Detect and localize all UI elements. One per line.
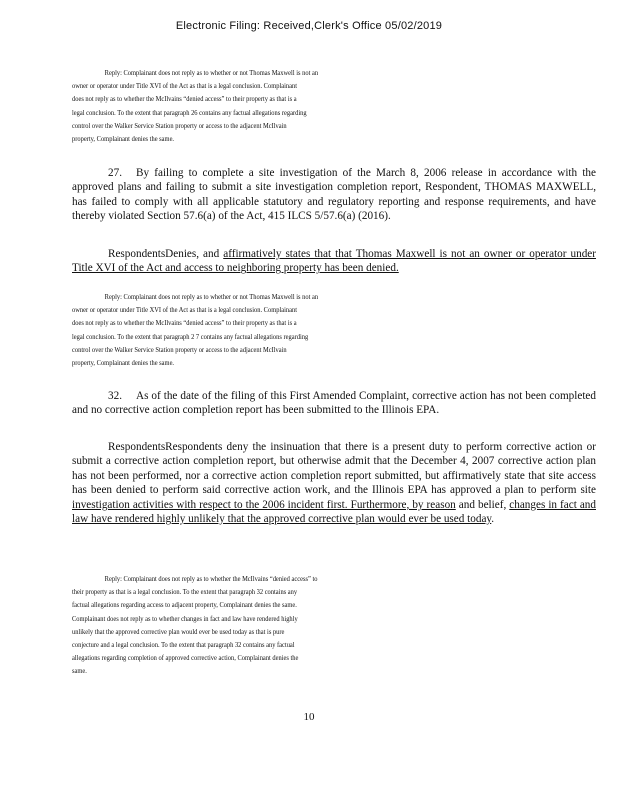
- paragraph-27: [72, 166, 596, 224]
- reply-line: Complainant does not reply as to whether changes in fact and law have rendered highly: [72, 613, 298, 623]
- reply-line: same.: [72, 666, 87, 676]
- response-lead: RespondentsRespondents deny the insinuation that there is a present duty to perform corrective action or submit a corrective action completion report, but otherwise admit that the December 4, 2007 corrective action plan has not been performed, nor a corrective action completion report submitted, but affirmatively state that site access has been denied to perform said corrective action work, and the Illinois EPA has approved a plan to perform site: [72, 441, 596, 497]
- paragraph-text: By failing to complete a site investigation of the March 8, 2006 release in accordance with the approved plans and failing to submit a site investigation completion report, Respondent, THOMAS MAXWELL, has failed to comply with all applicable statutory and regulatory reporting and response requirements, and have thereby violated Section 57.6(a) of the Act, 415 ILCS 5/57.6(a) (2016).: [72, 167, 596, 223]
- reply-block-32: [72, 572, 476, 678]
- reply-line: Reply: Complainant does not reply as to whether or not Thomas Maxwell is not an: [104, 292, 319, 301]
- page-number: 10: [303, 711, 315, 723]
- reply-line: legal conclusion. To the extent that paragraph 26 contains any factual allegations regarding: [72, 107, 307, 117]
- paragraph-text: As of the date of the filing of this First Amended Complaint, corrective action has not been completed and no corrective action completion report has been submitted to the Illinois EPA.: [72, 390, 596, 417]
- response-27: [72, 247, 596, 276]
- reply-line: property, Complainant denies the same.: [72, 358, 175, 368]
- paragraph-number: 27.: [108, 167, 122, 179]
- reply-line: does not reply as to whether the McIlvains “denied access” to their property as that is a: [72, 94, 297, 104]
- reply-line: legal conclusion. To the extent that paragraph 2 7 contains any factual allegations regarding: [72, 331, 309, 341]
- response-32: [72, 440, 596, 526]
- reply-line: their property as that is a legal conclusion. To the extent that paragraph 32 contains any: [72, 587, 298, 597]
- reply-line: Reply: Complainant does not reply as to whether or not Thomas Maxwell is not an: [104, 68, 319, 77]
- reply-line: owner or operator under Title XVI of the Act as that is a legal conclusion. Complainant: [72, 81, 297, 91]
- reply-line: control over the Walker Service Station property or access to the adjacent McIlvain: [72, 120, 287, 130]
- reply-line: does not reply as to whether the McIlvains “denied access” to their property as that is a: [72, 318, 297, 328]
- reply-line: owner or operator under Title XVI of the Act as that is a legal conclusion. Complainant: [72, 305, 297, 315]
- reply-line: unlikely that the approved corrective plan would ever be used today as that is pure: [72, 626, 285, 636]
- response-lead: RespondentsDenies, and: [108, 248, 224, 260]
- response-underlined: affirmatively states that that Thomas Maxwell is not an owner or operator under Title XVI of the Act and access to neighboring property has been denied.: [72, 248, 596, 275]
- reply-block-26: [72, 66, 476, 145]
- response-tail: .: [491, 513, 495, 526]
- response-mid: and belief,: [455, 498, 510, 511]
- response-underlined: investigation activities with respect to the 2006 incident first. Furthermore, by reason: [72, 498, 456, 511]
- reply-block-27: [72, 290, 476, 369]
- reply-line: allegations regarding completion of approved corrective action, Complainant denies the: [72, 653, 299, 663]
- reply-line: Reply: Complainant does not reply as to whether the McIlvains “denied access” to: [104, 574, 318, 583]
- response-underlined: changes in fact and law have rendered highly unlikely that the approved corrective plan would ever be used today: [72, 498, 596, 526]
- reply-line: conjecture and a legal conclusion. To the extent that paragraph 32 contains any factual: [72, 640, 295, 650]
- reply-line: property, Complainant denies the same.: [72, 134, 175, 144]
- reply-line: control over the Walker Service Station property or access to the adjacent McIlvain: [72, 344, 287, 354]
- paragraph-number: 32.: [108, 390, 122, 402]
- reply-line: factual allegations regarding access to adjacent property, Complainant denies the same.: [72, 600, 297, 610]
- filing-header: Electronic Filing: Received,Clerk's Office 05/02/2019: [175, 20, 443, 32]
- paragraph-32: [72, 389, 596, 418]
